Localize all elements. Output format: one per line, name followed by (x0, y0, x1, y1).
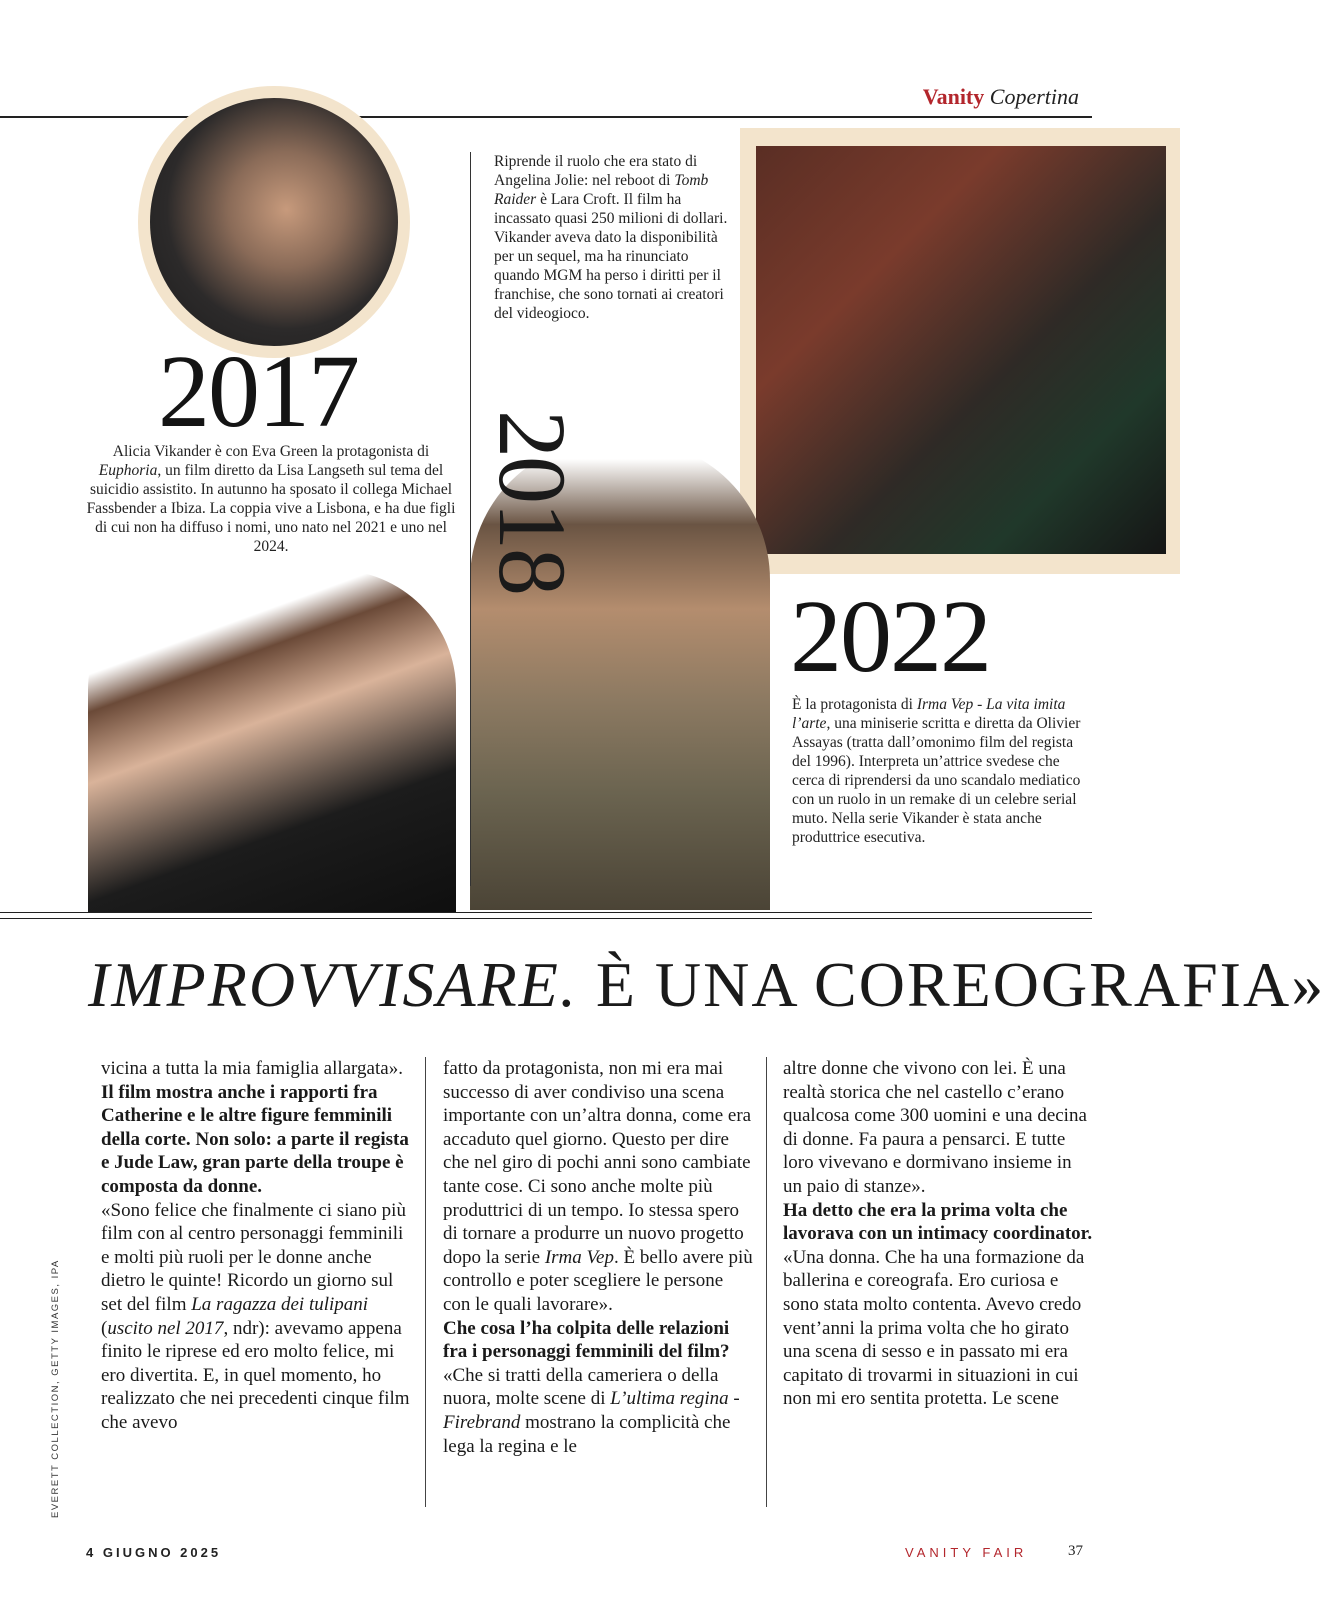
column-rule (425, 1057, 426, 1507)
issue-date: 4 GIUGNO 2025 (86, 1545, 222, 1560)
top-rule (0, 116, 1092, 118)
year-2022: 2022 (790, 579, 990, 694)
brand-label: Vanity (922, 84, 985, 109)
caption-2022: È la protagonista di Irma Vep - La vita imita l’arte, una miniserie scritta e diretta da Olivier Assayas (tratta dall’omonimo film del regista del 1996). Interpreta un’attrice svedese che cerca di riprendersi da uno scandalo mediatico con un ruolo in un remake di un celebre serial muto. Nella serie Vikander è stata anche produttrice esecutiva. (792, 696, 1081, 846)
year-2018: 2018 (479, 410, 586, 594)
year-2017: 2017 (158, 334, 358, 449)
section-label: Copertina (989, 84, 1079, 109)
section-header (923, 84, 1079, 110)
caption-2017: Alicia Vikander è con Eva Green la protagonista di Euphoria, un film diretto da Lisa Langseth sul tema del suicidio assistito. In autunno ha sposato il collega Michael Fassbender a Ibiza. La coppia vive a Lisbona, e ha due figli di cui non ha diffuso i nomi, uno nato nel 2021 e uno nel 2024. (86, 443, 456, 555)
interview-question: Che cosa l’ha colpita delle relazioni fra i personaggi femminili del film? (443, 1317, 730, 1363)
page-number: 37 (1068, 1543, 1083, 1559)
couple-photo (88, 570, 456, 912)
interview-question: Il film mostra anche i rapporti fra Catherine e le altre figure femminili della corte. Non solo: a parte il regista e Jude Law, gran parte della troupe è composta da donne. (101, 1081, 409, 1197)
portrait-photo-2017 (138, 86, 410, 358)
body-column-1: vicina a tutta la mia famiglia allargata». Il film mostra anche i rapporti fra Catherine e le altre figure femminili della corte. Non solo: a parte il regista e Jude Law, gran parte della troupe è composta da donne. «Sono felice che finalmente ci siano più film con al centro personaggi femminili e molti più ruoli per le donne anche dietro le quinte! Ricordo un giorno sul set del film La ragazza dei tulipani (uscito nel 2017, ndr): avevamo appena finito le riprese ed ero molto felice, mi ero divertita. E, in quel momento, ho realizzato che nei precedenti cinque film che avevo (101, 1058, 410, 1433)
body-column-3: altre donne che vivono con lei. È una realtà storica che nel castello c’erano qualcosa come 300 uomini e una decina di donne. Fa paura a pensarci. E tutte loro vivevano e dormivano insieme in un paio di stanze». Ha detto che era la prima volta che lavorava con un intimacy coordinator. «Una donna. Che ha una formazione da ballerina e coreografa. Ero curiosa e sono stata molto contenta. Avevo credo vent’anni la prima volta che ho girato una scena di sesso e in passato mi era capitato di trovarmi in situazioni in cui non mi ero sentita protetta. Le scene (783, 1058, 1093, 1410)
portrait-photo-2022 (740, 128, 1180, 574)
timeline-divider (470, 152, 471, 886)
body-column-2: fatto da protagonista, non mi era mai successo di aver condiviso una scena importante con un’altra donna, come era accaduto quel giorno. Questo per dire che nel giro di pochi anni sono cambiate tante cose. Ci sono anche molte più produttrici di un tempo. Io stessa spero di tornare a produrre un nuovo progetto dopo la serie Irma Vep. È bello avere più controllo e poter scegliere le persone con le quali lavorare». Che cosa l’ha colpita delle relazioni fra i personaggi femminili del film? «Che si tratti della cameriera o della nuora, molte scene di L’ultima regina - Firebrand mostrano la complicità che lega la regina e le (443, 1058, 753, 1457)
magazine-name: VANITY FAIR (905, 1545, 1028, 1560)
year-2018-wrap (479, 410, 586, 620)
section-rule (0, 912, 1092, 913)
interview-question: Ha detto che era la prima volta che lavorava con un intimacy coordinator. (783, 1199, 1093, 1245)
section-rule-2 (0, 918, 1092, 919)
headline: IMPROVVISARE. È UNA COREOGRAFIA» (88, 949, 1325, 1020)
caption-2018: Riprende il ruolo che era stato di Angelina Jolie: nel reboot di Tomb Raider è Lara Croft. Il film ha incassato quasi 250 milioni di dollari. Vikander aveva dato la disponibilità per un sequel, ma ha rinunciato quando MGM ha perso i diritti per il franchise, che sono tornati ai creatori del videogioco. (494, 153, 728, 322)
column-rule (766, 1057, 767, 1507)
